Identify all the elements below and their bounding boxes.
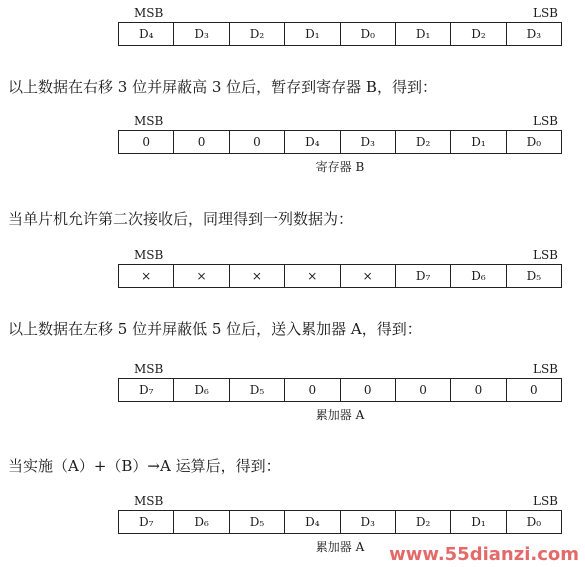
bit-cell: D₀ (341, 23, 396, 45)
bit-cell: D₂ (451, 23, 506, 45)
bit-cell: D₃ (341, 131, 396, 153)
bit-cell: 0 (174, 131, 229, 153)
bit-cell: D₀ (526, 135, 542, 149)
register-caption: 累加器 A (315, 540, 365, 554)
bit-cell: × (174, 265, 229, 287)
bit-cell: D₇ (119, 511, 174, 533)
bit-cell: D₇ (396, 265, 451, 287)
bit-cell: × (285, 265, 340, 287)
msb-label: MSB (134, 114, 164, 128)
paragraph-3: 以上数据在左移 5 位并屏蔽低 5 位后，送入累加器 A，得到： (8, 320, 422, 338)
bit-cell: 0 (396, 379, 451, 401)
bit-cells (118, 378, 562, 402)
bit-cell: D₂ (396, 131, 451, 153)
bit-cell: D₂ (396, 511, 451, 533)
paragraph-2: 当单片机允许第二次接收后，同理得到一列数据为： (8, 210, 354, 228)
lsb-label: LSB (532, 362, 558, 376)
bit-cell: D₅ (526, 269, 542, 283)
bit-cell: 0 (341, 379, 396, 401)
bit-cells (118, 264, 562, 288)
bit-cell: D₅ (230, 379, 285, 401)
bit-cells (118, 510, 562, 534)
msb-label: MSB (134, 362, 164, 376)
bit-cell: 0 (230, 131, 285, 153)
bit-cell: D₃ (526, 27, 542, 41)
lsb-label: LSB (532, 6, 558, 20)
bit-cell: 0 (285, 379, 340, 401)
lsb-label: LSB (532, 248, 558, 262)
bit-cell: D₁ (285, 23, 340, 45)
bit-cell: D₁ (396, 23, 451, 45)
paragraph-4: 当实施（A）+（B）→A 运算后，得到： (8, 457, 281, 475)
bit-cell: D₆ (451, 265, 506, 287)
msb-label: MSB (134, 494, 164, 508)
bit-cell: D₁ (451, 131, 506, 153)
register-caption: 寄存器 B (315, 160, 365, 174)
bit-cell: D₇ (119, 379, 174, 401)
bit-cell: D₂ (230, 23, 285, 45)
bit-cell: D₆ (174, 511, 229, 533)
bit-cell: D₅ (230, 511, 285, 533)
bit-cell: D₄ (285, 131, 340, 153)
watermark: www.55dianzi.com (389, 544, 579, 565)
bit-cell: × (119, 265, 174, 287)
bit-cell: D₁ (451, 511, 506, 533)
bit-cell: 0 (119, 131, 174, 153)
register-caption: 累加器 A (315, 408, 365, 422)
bit-cells (118, 130, 562, 154)
bit-cell: D₆ (174, 379, 229, 401)
paragraph-1: 以上数据在右移 3 位并屏蔽高 3 位后，暂存到寄存器 B，得到： (8, 78, 437, 96)
lsb-label: LSB (532, 494, 558, 508)
bit-cell: D₀ (526, 515, 542, 529)
bit-cell: D₄ (119, 23, 174, 45)
bit-cell: D₄ (285, 511, 340, 533)
bit-cell: D₃ (174, 23, 229, 45)
bit-cell: 0 (529, 383, 538, 397)
msb-label: MSB (134, 248, 164, 262)
bit-cell: × (230, 265, 285, 287)
bit-cells (118, 22, 562, 46)
bit-cell: 0 (451, 379, 506, 401)
bit-cell: D₃ (341, 511, 396, 533)
lsb-label: LSB (532, 114, 558, 128)
bit-cell: × (341, 265, 396, 287)
msb-label: MSB (134, 6, 164, 20)
